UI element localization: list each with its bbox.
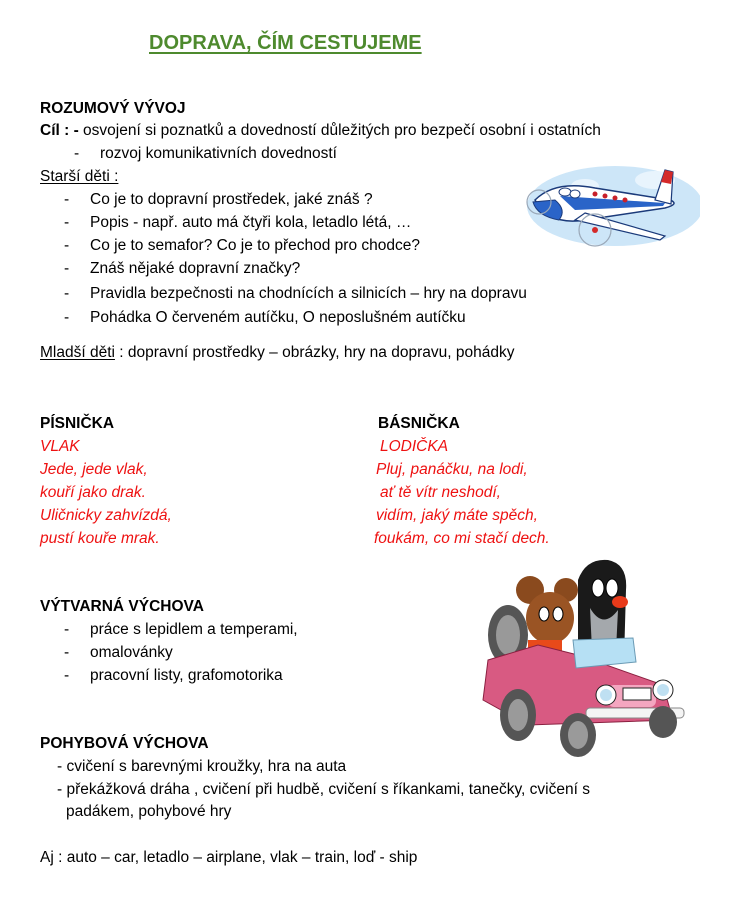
- poem-title-lodicka: LODIČKA: [380, 438, 449, 455]
- bullet-dash: -: [64, 667, 70, 684]
- section-heading-vytvarna: VÝTVARNÁ VÝCHOVA: [40, 598, 204, 615]
- bullet-dash: -: [64, 644, 70, 661]
- bullet-dash: -: [74, 145, 80, 162]
- poem-line: Jede, jede vlak,: [40, 461, 148, 478]
- cil-item-text: rozvoj komunikativních dovedností: [100, 145, 337, 162]
- starsi-item-text: Co je to dopravní prostředek, jaké znáš ?: [90, 191, 373, 208]
- mladsi-text: : dopravní prostředky – obrázky, hry na dopravu, pohádky: [114, 344, 515, 361]
- section-heading-basnicka: BÁSNIČKA: [378, 415, 460, 432]
- bullet-dash: -: [64, 309, 70, 326]
- starsi-item-text: Co je to semafor? Co je to přechod pro chodce?: [90, 237, 420, 254]
- section-heading-rozumovy: ROZUMOVÝ VÝVOJ: [40, 100, 186, 117]
- vytvarna-item-text: omalovánky: [90, 644, 173, 661]
- starsi-label: Starší děti :: [40, 168, 119, 185]
- poem-title-vlak: VLAK: [40, 438, 80, 455]
- bullet-dash: -: [64, 237, 70, 254]
- poem-line: kouří jako drak.: [40, 484, 146, 501]
- bullet-dash: -: [64, 621, 70, 638]
- bear-head: [526, 592, 574, 644]
- english-vocabulary: Aj : auto – car, letadlo – airplane, vlak – train, loď - ship: [40, 849, 418, 866]
- pohybova-item: - překážková dráha , cvičení při hudbě, cvičení s říkankami, tanečky, cvičení s: [57, 781, 590, 798]
- starsi-item-text: Znáš nějaké dopravní značky?: [90, 260, 301, 277]
- bullet-dash: -: [64, 285, 70, 302]
- mladsi-line: [40, 343, 514, 363]
- poem-line: foukám, co mi stačí dech.: [374, 530, 550, 547]
- poem-line: ať tě vítr neshodí,: [380, 484, 501, 501]
- poem-line: Pluj, panáčku, na lodi,: [376, 461, 528, 478]
- pohybova-item-continuation: padákem, pohybové hry: [66, 803, 232, 820]
- cil-label: Cíl : -: [40, 122, 79, 139]
- wheel: [649, 706, 677, 738]
- vytvarna-item-text: práce s lepidlem a temperami,: [90, 621, 298, 638]
- starsi-item-text: Pohádka O červeném autíčku, O neposlušném autíčku: [90, 309, 466, 326]
- starsi-item-text: Popis - např. auto má čtyři kola, letadlo létá, …: [90, 214, 412, 231]
- cil-text: osvojení si poznatků a dovedností důležitých pro bezpečí osobní i ostatních: [78, 122, 601, 139]
- starsi-item-text: Pravidla bezpečnosti na chodnících a silnicích – hry na dopravu: [90, 285, 527, 302]
- cil-line: [40, 121, 601, 141]
- page-title: DOPRAVA, ČÍM CESTUJEME: [149, 32, 422, 54]
- poem-line: pustí kouře mrak.: [40, 530, 160, 547]
- car-illustration: [468, 550, 693, 760]
- section-heading-pisnicka: PÍSNIČKA: [40, 415, 115, 432]
- section-heading-pohybova: POHYBOVÁ VÝCHOVA: [40, 735, 209, 752]
- airplane-illustration: [515, 158, 700, 253]
- poem-line: Uličnicky zahvízdá,: [40, 507, 172, 524]
- vytvarna-item-text: pracovní listy, grafomotorika: [90, 667, 283, 684]
- bullet-dash: -: [64, 191, 70, 208]
- bullet-dash: -: [64, 214, 70, 231]
- poem-line: vidím, jaký máte spěch,: [376, 507, 538, 524]
- mladsi-label: Mladší děti: [40, 344, 115, 361]
- bullet-dash: -: [64, 260, 70, 277]
- pohybova-item: - cvičení s barevnými kroužky, hra na auta: [57, 758, 347, 775]
